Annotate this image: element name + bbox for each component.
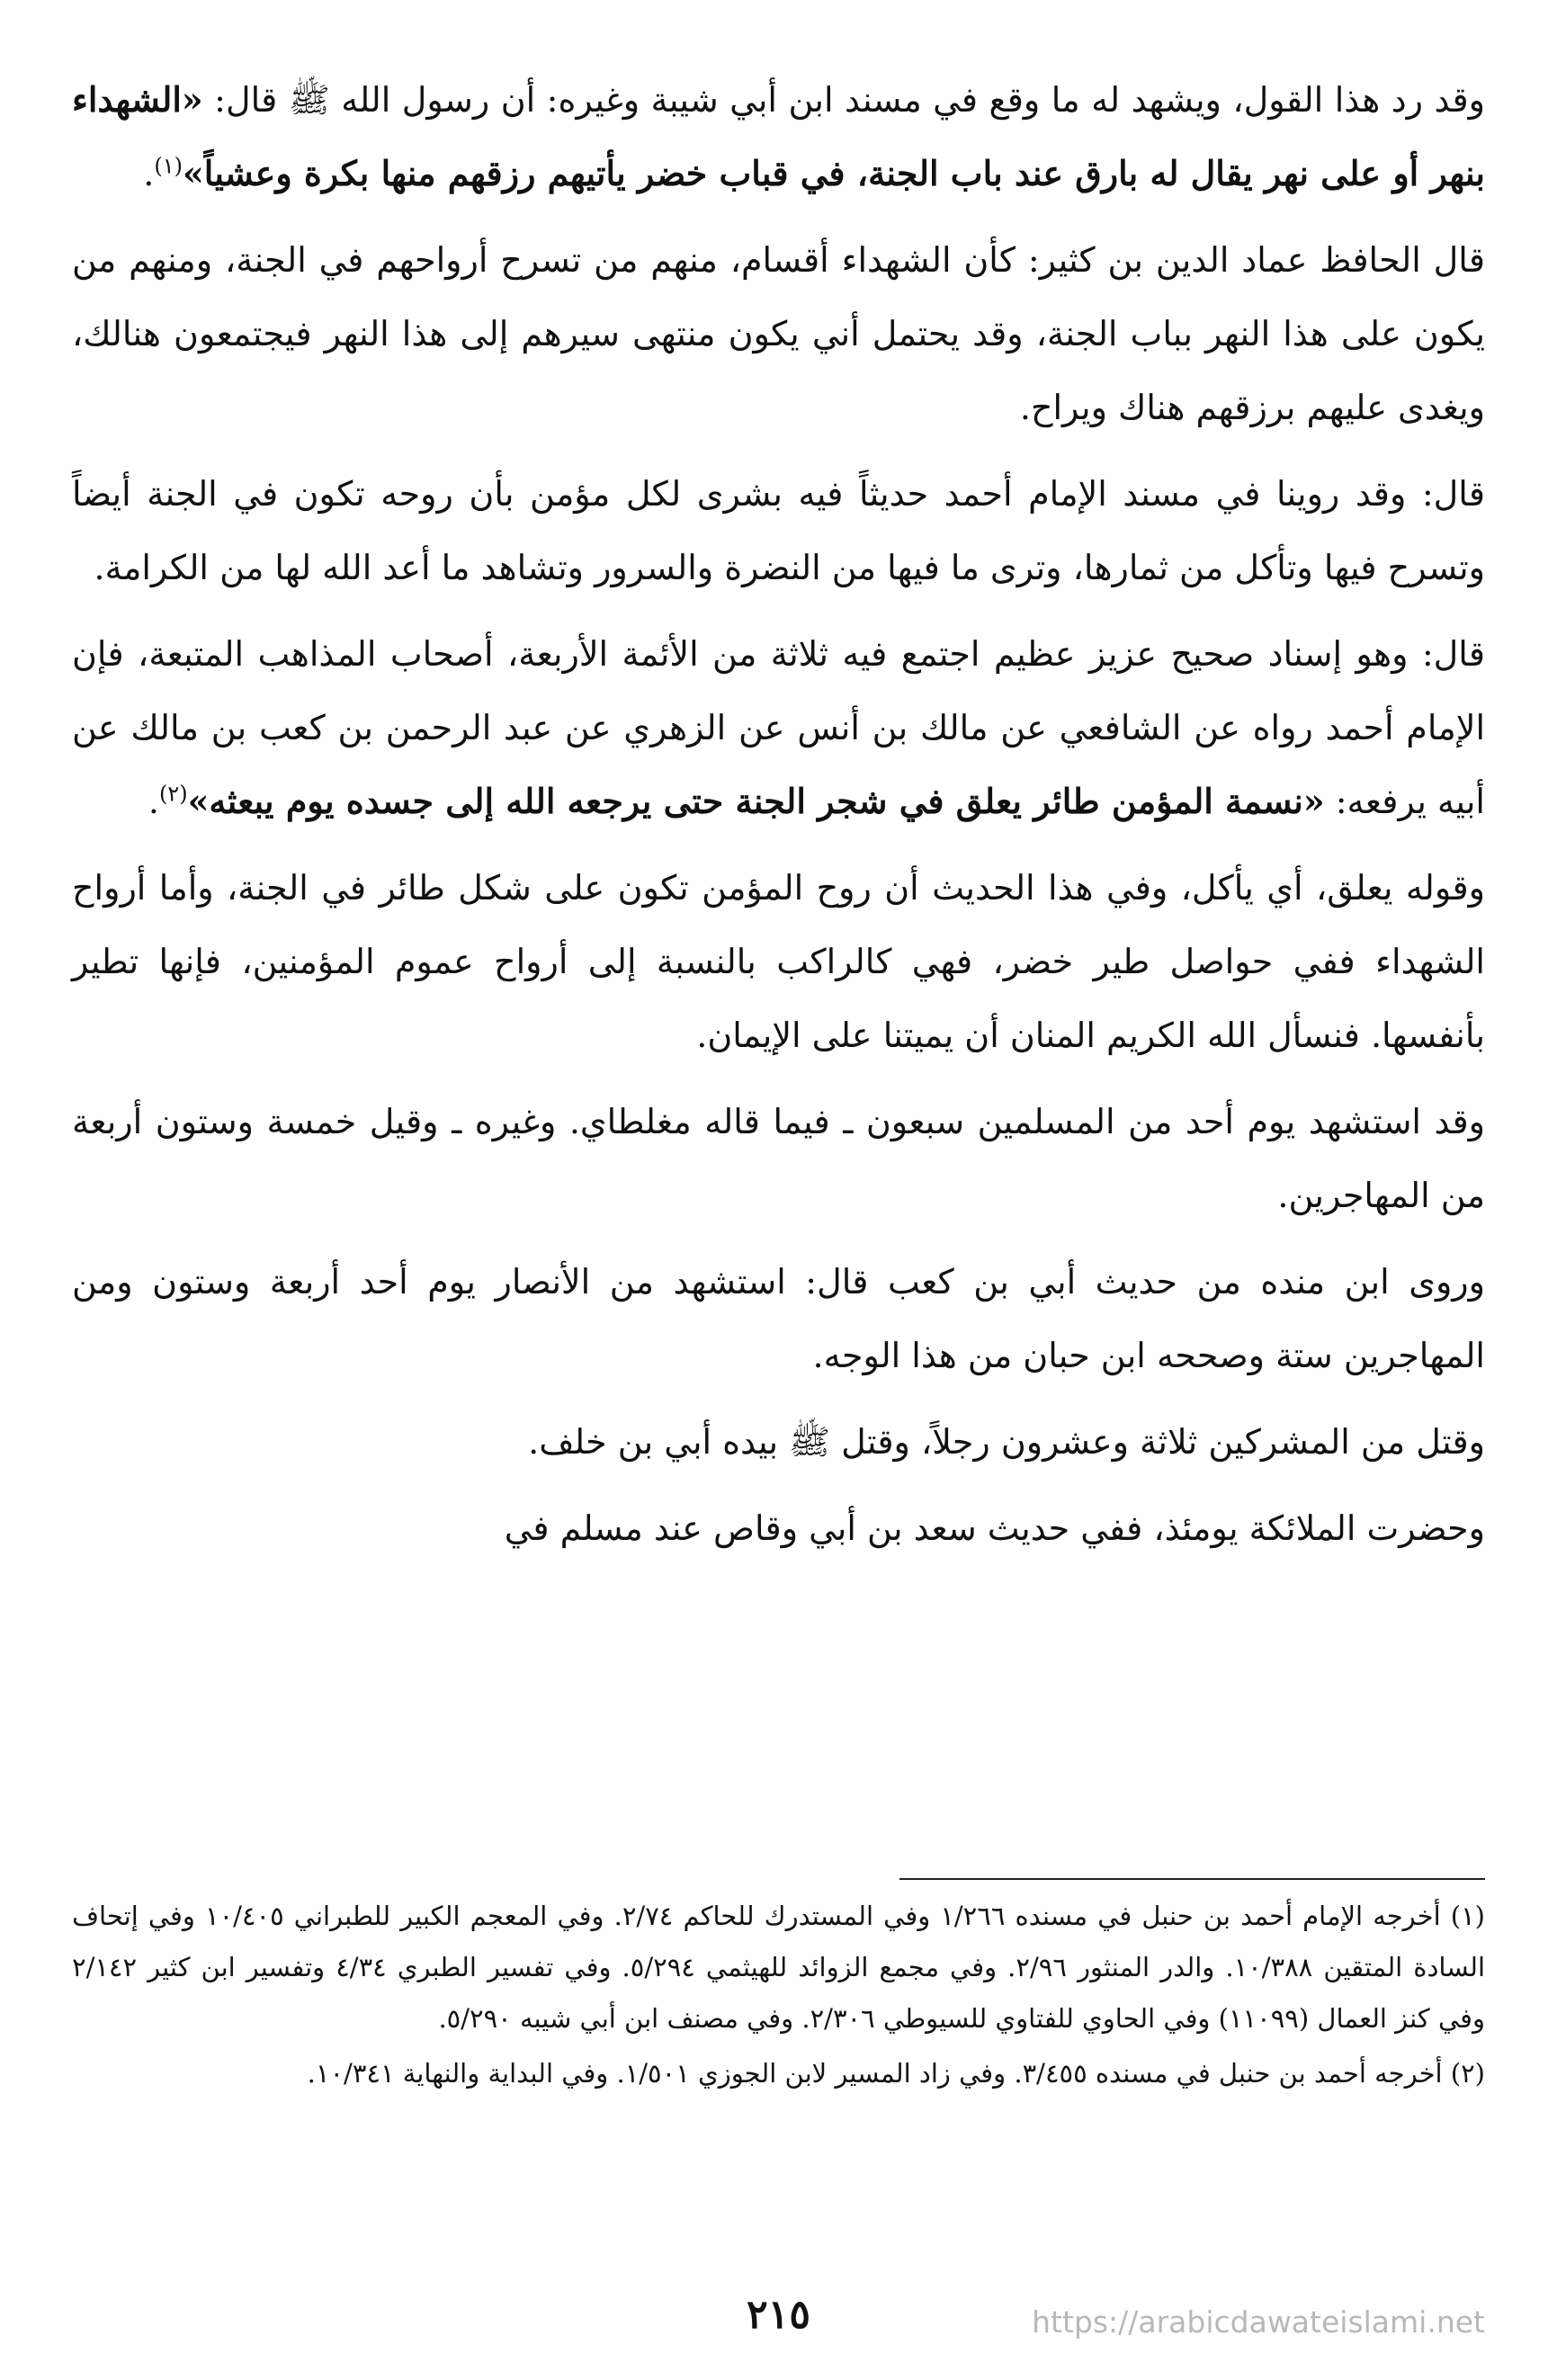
- footnote-divider: [899, 1878, 1485, 1880]
- paragraph-1-end: .: [143, 154, 155, 193]
- paragraph-7: وروى ابن منده من حديث أبي بن كعب قال: استشهد من الأنصار يوم أحد أربعة وستون ومن المهاجرين ستة وصححه ابن حبان من هذا الوجه.: [72, 1262, 1485, 1375]
- footnote-1: (١) أخرجه الإمام أحمد بن حنبل في مسنده ١/٢٦٦ وفي المستدرك للحاكم ٢/٧٤. وفي المعجم الكبير للطبراني ١٠/٤٠٥ وفي إتحاف السادة المتقين ١٠/٣٨٨. والدر المنثور ٢/٩٦. وفي مجمع الزوائد للهيثمي ٥/٢٩٤. وفي تفسير الطبري ٤/٣٤ وتفسير ابن كثير ٢/١٤٢ وفي كنز العمال (١١٠٩٩) وفي الحاوي للفتاوي للسيوطي ٢/٣٠٦. وفي مصنف ابن أبي شيبه ٥/٢٩٠.: [72, 1901, 1485, 2034]
- footnotes: [72, 1891, 1485, 2103]
- footnote-2: (٢) أخرجه أحمد بن حنبل في مسنده ٣/٤٥٥. وفي زاد المسير لابن الجوزي ١/٥٠١. وفي البداية والنهاية ١٠/٣٤١.: [307, 2058, 1485, 2089]
- paragraph-4-text: قال: وهو إسناد صحيح عزيز عظيم اجتمع فيه ثلاثة من الأئمة الأربعة، أصحاب المذاهب المتبعة، فإن الإمام أحمد رواه عن الشافعي عن مالك بن أنس عن الزهري عن عبد الرحمن بن كعب بن مالك عن أبيه يرفعه:: [72, 634, 1485, 821]
- watermark-url: https://arabicdawateislami.net: [1032, 2304, 1485, 2340]
- paragraph-8: وقتل من المشركين ثلاثة وعشرون رجلاً، وقتل ﷺ بيده أبي بن خلف.: [528, 1422, 1485, 1462]
- footnote-ref-1[interactable]: (١): [154, 153, 183, 179]
- page-number: ٢١٥: [747, 2292, 810, 2338]
- paragraph-1: [72, 63, 1485, 210]
- paragraph-5: وقوله يعلق، أي يأكل، وفي هذا الحديث أن روح المؤمن تكون على شكل طائر في الجنة، وأما أرواح الشهداء ففي حواصل طير خضر، فهي كالراكب بالنسبة إلى أرواح عموم المؤمنين، فإنها تطير بأنفسها. فنسأل الله الكريم المنان أن يميتنا على الإيمان.: [72, 868, 1485, 1055]
- paragraph-9: وحضرت الملائكة يومئذ، ففي حديث سعد بن أبي وقاص عند مسلم في: [504, 1508, 1485, 1548]
- paragraph-6: وقد استشهد يوم أحد من المسلمين سبعون ـ فيما قاله مغلطاي. وغيره ـ وقيل خمسة وستون أربعة من المهاجرين.: [72, 1102, 1485, 1215]
- paragraph-1-text: وقد رد هذا القول، ويشهد له ما وقع في مسند ابن أبي شيبة وغيره: أن رسول الله ﷺ قال:: [202, 80, 1485, 120]
- page-body: [72, 63, 1485, 1578]
- paragraph-4-end: .: [148, 782, 159, 821]
- hadith-quote-1: «الشهداء بنهر أو على نهر يقال له بارق عند باب الجنة، في قباب خضر يأتيهم رزقهم منها بكرة وعشياً»: [72, 79, 1485, 193]
- hadith-quote-2: «نسمة المؤمن طائر يعلق في شجر الجنة حتى يرجعه الله إلى جسده يوم يبعثه»: [187, 781, 1325, 821]
- paragraph-4: [72, 617, 1485, 838]
- footnote-ref-2[interactable]: (٢): [158, 781, 188, 807]
- paragraph-3: قال: وقد روينا في مسند الإمام أحمد حديثاً فيه بشرى لكل مؤمن بأن روحه تكون في الجنة أيضاً وتسرح فيها وتأكل من ثمارها، وترى ما فيها من النضرة والسرور وتشاهد ما أعد الله لها من الكرامة.: [72, 474, 1485, 587]
- paragraph-2: قال الحافظ عماد الدين بن كثير: كأن الشهداء أقسام، منهم من تسرح أرواحهم في الجنة، ومنهم من يكون على هذا النهر بباب الجنة، وقد يحتمل أني يكون منتهى سيرهم إلى هذا النهر فيجتمعون هنالك، ويغدى عليهم برزقهم هناك ويراح.: [72, 240, 1485, 427]
